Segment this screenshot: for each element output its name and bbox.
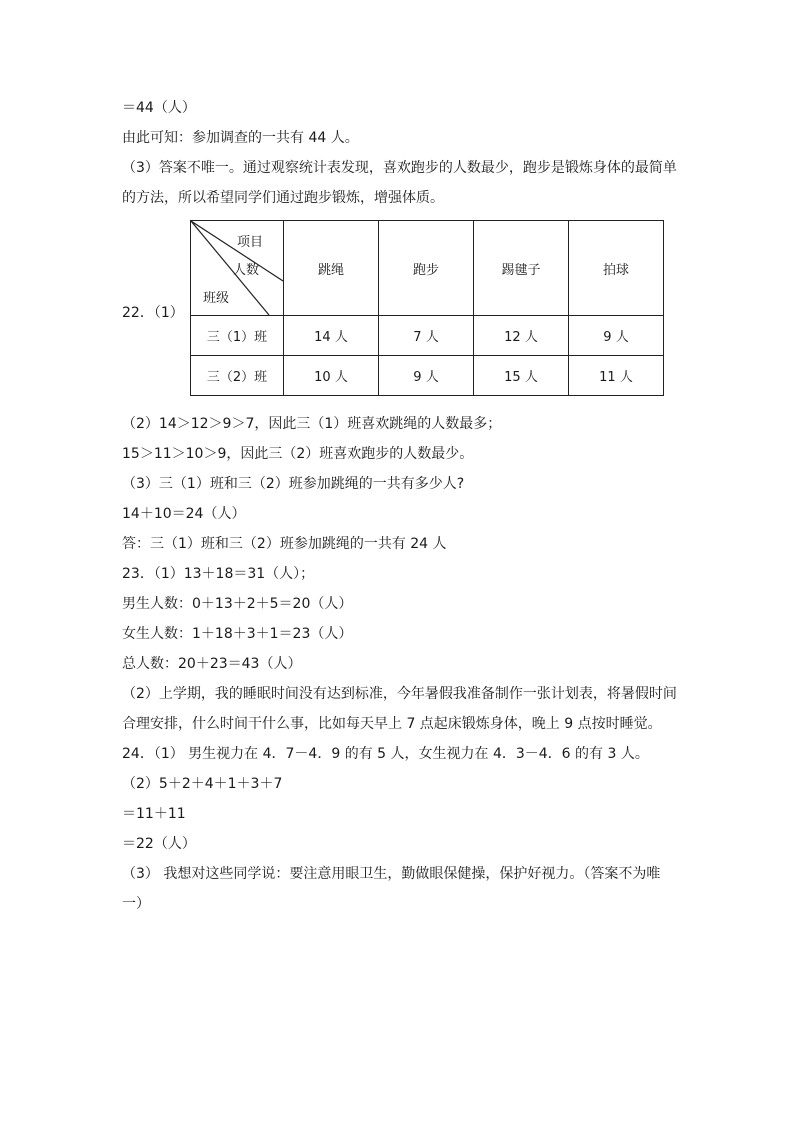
column-header: 拍球: [569, 221, 664, 316]
text-line: ＝22（人）: [122, 836, 196, 852]
text-line: 一）: [122, 896, 150, 912]
text-line: 合理安排，什么时间干什么事，比如每天早上 7 点起床锻炼身体，晚上 9 点按时睡觉。: [122, 716, 662, 732]
text-line: 15＞11＞10＞9，因此三（2）班喜欢跑步的人数最少。: [122, 446, 474, 462]
column-header: 踢毽子: [474, 221, 569, 316]
text-line: ＝11＋11: [122, 806, 186, 822]
text-line: 23．（1）13＋18＝31（人）；: [122, 566, 315, 582]
text-line: ＝44（人）: [122, 100, 196, 116]
table-corner-header: [191, 221, 284, 316]
text-line: （2）上学期，我的睡眠时间没有达到标准，今年暑假我准备制作一张计划表，将暑假时间: [122, 686, 677, 702]
table-cell: 12 人: [474, 316, 569, 356]
table-cell: 10 人: [284, 356, 379, 396]
table-cell: 15 人: [474, 356, 569, 396]
corner-item-label: 项目: [237, 235, 264, 250]
table-cell: 9 人: [569, 316, 664, 356]
text-line: 的方法，所以希望同学们通过跑步锻炼，增强体质。: [122, 190, 444, 206]
text-line: 总人数：20＋23＝43（人）: [122, 656, 302, 672]
text-line: 女生人数：1＋18＋3＋1＝23（人）: [122, 626, 353, 642]
text-line: （3）三（1）班和三（2）班参加跳绳的一共有多少人?: [122, 476, 465, 492]
text-line: 男生人数：0＋13＋2＋5＝20（人）: [122, 596, 353, 612]
row-label: 三（2）班: [191, 356, 284, 396]
text-line: 由此可知：参加调查的一共有 44 人。: [122, 130, 359, 146]
question-22-label: 22．（1）: [122, 305, 184, 321]
row-label: 三（1）班: [191, 316, 284, 356]
text-line: 答：三（1）班和三（2）班参加跳绳的一共有 24 人: [122, 536, 447, 552]
corner-class-label: 班级: [203, 291, 230, 306]
text-line: 14＋10＝24（人）: [122, 506, 246, 522]
table-row: [191, 356, 664, 396]
text-line: （2）14＞12＞9＞7，因此三（1）班喜欢跳绳的人数最多；: [122, 416, 502, 432]
column-header: 跳绳: [284, 221, 379, 316]
text-line: （3）答案不唯一。通过观察统计表发现，喜欢跑步的人数最少，跑步是锻炼身体的最简单: [122, 160, 677, 176]
table-cell: 9 人: [379, 356, 474, 396]
column-header: 跑步: [379, 221, 474, 316]
text-line: 24．（1） 男生视力在 4．7－4．9 的有 5 人，女生视力在 4．3－4．6 的有 3 人。: [122, 746, 649, 762]
text-line: （3） 我想对这些同学说：要注意用眼卫生，勤做眼保健操，保护好视力。（答案不为唯: [122, 866, 661, 882]
table-row: [191, 316, 664, 356]
table-cell: 11 人: [569, 356, 664, 396]
table-cell: 7 人: [379, 316, 474, 356]
text-line: （2）5＋2＋4＋1＋3＋7: [122, 776, 283, 792]
table-cell: 14 人: [284, 316, 379, 356]
corner-count-label: 人数: [233, 263, 260, 278]
survey-table: [190, 220, 664, 396]
